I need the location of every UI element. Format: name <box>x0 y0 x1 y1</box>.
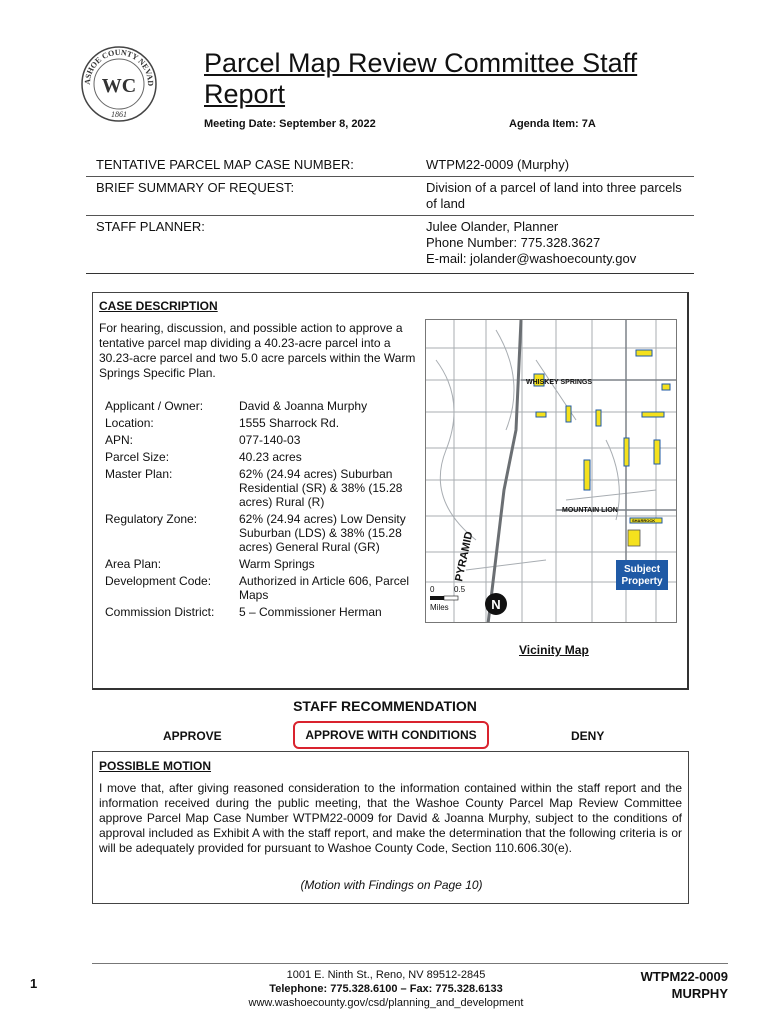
possible-motion-title: POSSIBLE MOTION <box>99 759 212 773</box>
summary-row-planner <box>86 216 694 274</box>
fact-label: Commission District: <box>105 605 215 619</box>
fact-value: Authorized in Article 606, Parcel Maps <box>239 574 410 602</box>
possible-motion-box <box>92 751 689 904</box>
case-description-text: For hearing, discussion, and possible action to approve a tentative parcel map dividing a 40.23-acre parcel into a 30.23-acre parcel and two 5.0 acre parcels within the Warm Springs Specific Plan. <box>99 321 416 380</box>
fact-row <box>105 557 425 571</box>
motion-findings-note: (Motion with Findings on Page 10) <box>300 878 483 892</box>
footer-case-number: WTPM22-0009 <box>640 969 728 984</box>
recommendation-approve: APPROVE <box>163 729 222 743</box>
recommendation-approve-with-conditions: APPROVE WITH CONDITIONS <box>293 721 489 749</box>
case-summary-table <box>86 154 694 274</box>
fact-row <box>105 512 425 554</box>
case-description-box <box>92 292 689 690</box>
planner-email: E-mail: jolander@washoecounty.gov <box>426 251 637 266</box>
page-title: Parcel Map Review Committee Staff Report <box>204 48 638 109</box>
summary-row-request <box>86 177 694 216</box>
seal-year: 1861 <box>111 110 127 119</box>
fact-row <box>105 467 425 509</box>
planner-contact <box>426 219 694 267</box>
planner-name: Julee Olander, Planner <box>426 219 559 234</box>
footer-phone-fax: Telephone: 775.328.6100 – Fax: 775.328.6133 <box>269 983 503 995</box>
county-seal-logo <box>80 40 158 128</box>
fact-label: Regulatory Zone: <box>105 512 198 526</box>
vicinity-map <box>425 319 677 623</box>
fact-value: 62% (24.94 acres) Low Density Suburban (LDS) & 38% (15.28 acres) General Rural (GR) <box>239 512 406 554</box>
fact-row <box>105 399 425 413</box>
fact-value: 1555 Sharrock Rd. <box>239 416 340 430</box>
fact-value: 62% (24.94 acres) Suburban Residential (SR) & 38% (15.28 acres) Rural (R) <box>239 467 403 509</box>
recommendation-deny: DENY <box>571 729 605 743</box>
fact-row <box>105 450 425 464</box>
subject-label-line2: Property <box>621 576 663 587</box>
fact-row <box>105 416 425 430</box>
vicinity-map-caption: Vicinity Map <box>519 643 589 657</box>
scale-unit: Miles <box>430 603 449 612</box>
map-road-label: WHISKEY SPRINGS <box>526 379 592 386</box>
request-value: Division of a parcel of land into three parcels of land <box>426 180 682 211</box>
fact-label: Parcel Size: <box>105 450 170 464</box>
subject-parcel <box>628 530 640 546</box>
case-facts-list <box>105 399 425 622</box>
meeting-date: Meeting Date: September 8, 2022 <box>204 118 376 130</box>
map-road-label: SHARROCK <box>632 518 656 523</box>
case-number-value: WTPM22-0009 (Murphy) <box>426 157 570 172</box>
scale-half: 0.5 <box>454 585 466 594</box>
fact-value: 5 – Commissioner Herman <box>239 605 382 619</box>
case-number-label: TENTATIVE PARCEL MAP CASE NUMBER: <box>96 157 354 172</box>
footer-case-id <box>612 968 728 1002</box>
fact-value: 40.23 acres <box>239 450 302 464</box>
north-arrow-icon <box>485 593 507 615</box>
planner-label: STAFF PLANNER: <box>96 219 205 234</box>
planner-phone: Phone Number: 775.328.3627 <box>426 235 601 250</box>
fact-row <box>105 605 425 619</box>
subject-label-line1: Subject <box>623 564 661 575</box>
map-road-label: MOUNTAIN LION <box>562 507 618 514</box>
scale-bar <box>430 585 466 612</box>
seal-monogram: WC <box>101 75 137 97</box>
fact-value: David & Joanna Murphy <box>239 399 368 413</box>
scale-zero: 0 <box>430 585 435 594</box>
map-road-label: PYRAMID <box>453 530 476 583</box>
fact-label: Development Code: <box>105 574 212 588</box>
staff-recommendation-title: STAFF RECOMMENDATION <box>293 698 477 714</box>
seal-text: ASHOE COUNTY NEVAD <box>82 47 156 87</box>
footer-case-name: MURPHY <box>671 986 728 1001</box>
north-label: N <box>491 597 501 612</box>
footer-website: www.washoecounty.gov/csd/planning_and_development <box>248 997 524 1009</box>
fact-label: Applicant / Owner: <box>105 399 204 413</box>
request-label: BRIEF SUMMARY OF REQUEST: <box>96 180 295 195</box>
fact-label: Location: <box>105 416 154 430</box>
footer-divider <box>92 963 728 964</box>
case-description-title: CASE DESCRIPTION <box>99 299 218 313</box>
summary-row-case-number <box>86 154 694 177</box>
possible-motion-text: I move that, after giving reasoned consideration to the information contained within the staff report and the information received during the public meeting, that the Washoe County Parcel Map Review Committee approve Parcel Map Case Number WTPM22-0009 for David & Joanna Murphy, subject to the conditions of approval included as Exhibit A with the staff report, and make the determination that the following criteria is or will be adequately provided for pursuant to Washoe County Code, Section 110.606.30(e). <box>99 781 682 855</box>
fact-row <box>105 574 425 602</box>
footer-address-block <box>200 968 572 1010</box>
fact-label: Area Plan: <box>105 557 162 571</box>
page-number: 1 <box>30 976 38 991</box>
agenda-item: Agenda Item: 7A <box>509 118 596 130</box>
fact-label: APN: <box>105 433 134 447</box>
fact-value: 077-140-03 <box>239 433 301 447</box>
fact-label: Master Plan: <box>105 467 173 481</box>
footer-address: 1001 E. Ninth St., Reno, NV 89512-2845 <box>286 969 486 981</box>
fact-value: Warm Springs <box>239 557 315 571</box>
fact-row <box>105 433 425 447</box>
